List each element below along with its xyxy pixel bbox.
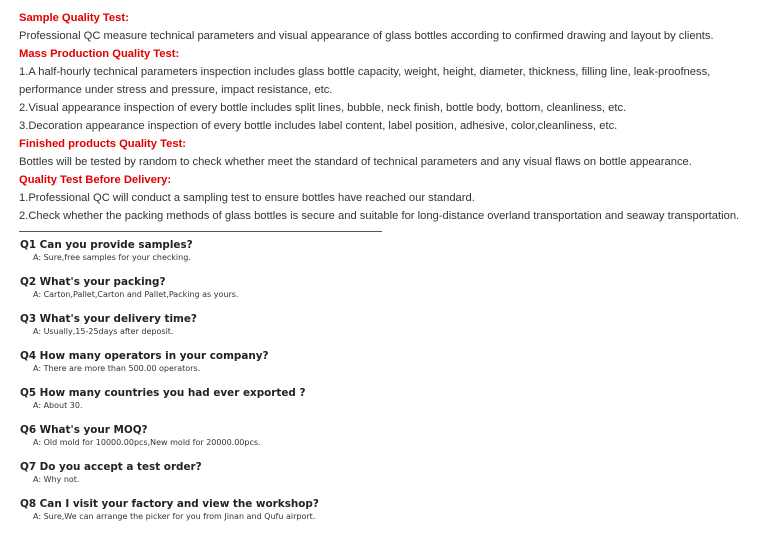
mass-production-line-4: 3.Decoration appearance inspection of every bottle includes label content, label position, adhesive, color,cleanliness, etc. <box>19 120 618 132</box>
faq-answer: A: Sure,We can arrange the picker for you from Jinan and Qufu airport. <box>33 512 316 521</box>
faq-item <box>20 460 740 497</box>
faq-item <box>20 275 740 312</box>
faq-question: Q5 How many countries you had ever exported ? <box>20 387 306 399</box>
faq-answer: A: Sure,free samples for your checking. <box>33 253 191 262</box>
faq-answer: A: Carton,Pallet,Carton and Pallet,Packing as yours. <box>33 290 239 299</box>
faq-answer: A: Usually,15-25days after deposit. <box>33 327 174 336</box>
sample-quality-test-text: Professional QC measure technical parameters and visual appearance of glass bottles according to confirmed drawing and layout by clients. <box>19 30 714 42</box>
faq-item <box>20 238 740 275</box>
delivery-line-2: 2.Check whether the packing methods of glass bottles is secure and suitable for long-distance overland transportation and seaway transportation. <box>19 210 740 222</box>
mass-production-line-3: 2.Visual appearance inspection of every bottle includes split lines, bubble, neck finish, bottle body, bottom, cleanliness, etc. <box>19 102 627 114</box>
faq-question: Q3 What's your delivery time? <box>20 313 197 325</box>
quality-test-section <box>19 9 754 225</box>
delivery-line-1: 1.Professional QC will conduct a sampling test to ensure bottles have reached our standard. <box>19 192 475 204</box>
divider-line <box>19 231 382 232</box>
sample-quality-test-heading: Sample Quality Test: <box>19 12 129 24</box>
faq-item <box>20 423 740 460</box>
faq-item <box>20 312 740 349</box>
faq-answer: A: There are more than 500.00 operators. <box>33 364 201 373</box>
faq-answer: A: About 30. <box>33 401 83 410</box>
mass-production-quality-test-heading: Mass Production Quality Test: <box>19 48 180 60</box>
finished-products-quality-test-heading: Finished products Quality Test: <box>19 138 186 150</box>
faq-question: Q1 Can you provide samples? <box>20 239 193 251</box>
quality-test-before-delivery-heading: Quality Test Before Delivery: <box>19 174 172 186</box>
faq-question: Q6 What's your MOQ? <box>20 424 148 436</box>
faq-answer: A: Why not. <box>33 475 80 484</box>
faq-question: Q8 Can I visit your factory and view the workshop? <box>20 498 319 510</box>
finished-products-text: Bottles will be tested by random to check whether meet the standard of technical parameters and any visual flaws on bottle appearance. <box>19 156 692 168</box>
mass-production-line-1: 1.A half-hourly technical parameters inspection includes glass bottle capacity, weight, height, diameter, thickness, filling line, leak-proofness, <box>19 66 711 78</box>
faq-list <box>20 238 740 534</box>
faq-item <box>20 386 740 423</box>
faq-item <box>20 349 740 386</box>
faq-question: Q2 What's your packing? <box>20 276 166 288</box>
faq-question: Q4 How many operators in your company? <box>20 350 269 362</box>
faq-answer: A: Old mold for 10000.00pcs,New mold for 20000.00pcs. <box>33 438 261 447</box>
mass-production-line-2: performance under stress and pressure, impact resistance, etc. <box>19 84 333 96</box>
faq-item <box>20 497 740 534</box>
faq-question: Q7 Do you accept a test order? <box>20 461 202 473</box>
